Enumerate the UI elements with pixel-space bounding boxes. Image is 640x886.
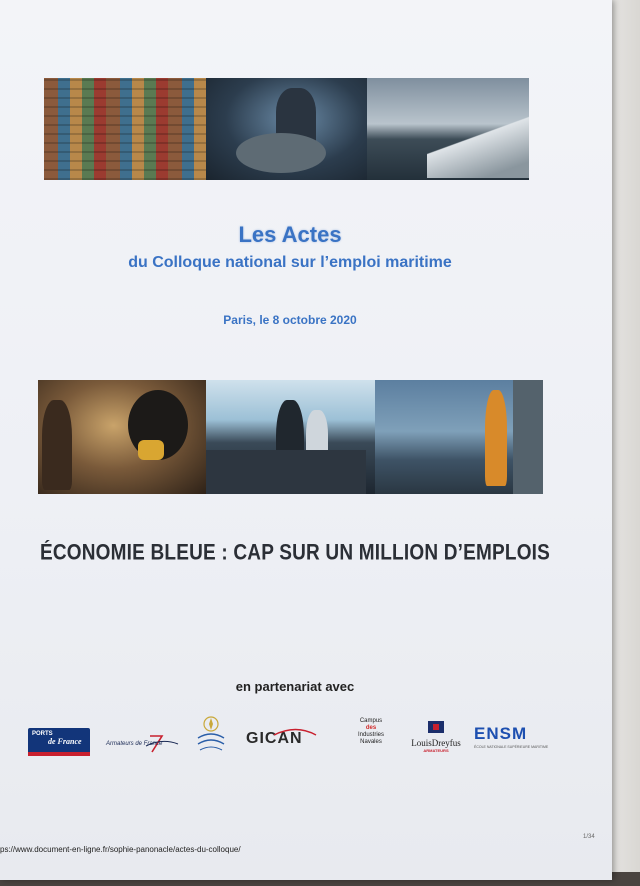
event-date: Paris, le 8 octobre 2020: [223, 313, 357, 327]
logo-ensm-text: ENSM: [474, 724, 528, 743]
photo-deck-worker: [375, 380, 543, 494]
logo-ports-subtext: de France: [48, 737, 82, 746]
campus-line-4: Navales: [360, 739, 382, 745]
campus-line-2: des: [365, 725, 377, 731]
logo-ld-text: LouisDreyfus: [411, 738, 461, 748]
logo-ld-subtext: ARMATEURS: [423, 748, 449, 753]
logo-armateurs-text: Armateurs de France: [106, 741, 163, 747]
middle-photo-banner: [38, 380, 543, 494]
logo-ports-text: PORTS: [32, 731, 53, 737]
logo-armateurs-de-france: [106, 732, 186, 754]
photo-sailor-with-rope: [206, 78, 368, 180]
logo-ensm: [474, 724, 564, 750]
page-subtitle: du Colloque national sur l’emploi maritime: [128, 254, 452, 271]
partners-label: en partenariat avec: [235, 679, 355, 694]
logo-gican: [246, 730, 332, 754]
photo-workshop: [38, 380, 206, 494]
campus-line-3: Industries: [357, 732, 384, 738]
page-number: 1/34: [583, 834, 595, 840]
logo-louis-dreyfus: [404, 720, 468, 758]
footer-url: ps://www.document-en-ligne.fr/sophie-panonacle/actes-du-colloque/: [0, 845, 241, 854]
partner-logos: [26, 712, 571, 762]
logo-gican-text: GICAN: [246, 730, 303, 747]
logo-ports-de-france: [28, 728, 90, 756]
top-photo-banner: [44, 78, 529, 180]
cluster-compass-icon: [194, 714, 228, 756]
logo-ensm-tagline: ÉCOLE NATIONALE SUPÉRIEURE MARITIME: [474, 745, 549, 749]
logo-campus-industries-navales: [346, 718, 396, 758]
photo-ship-bridge: [206, 380, 374, 494]
logo-ports-stripe: [28, 752, 90, 756]
campus-line-1: Campus: [359, 718, 383, 724]
louis-dreyfus-flag-icon: [428, 721, 444, 733]
photo-ship-at-sea: [367, 78, 529, 180]
gican-arc-icon: [246, 726, 332, 736]
headline: ÉCONOMIE BLEUE : CAP SUR UN MILLION D’EMPLOIS: [39, 541, 551, 566]
logo-cluster-maritime: [194, 714, 228, 756]
page-title: Les Actes: [238, 222, 342, 247]
photo-container-ship: [44, 78, 206, 180]
